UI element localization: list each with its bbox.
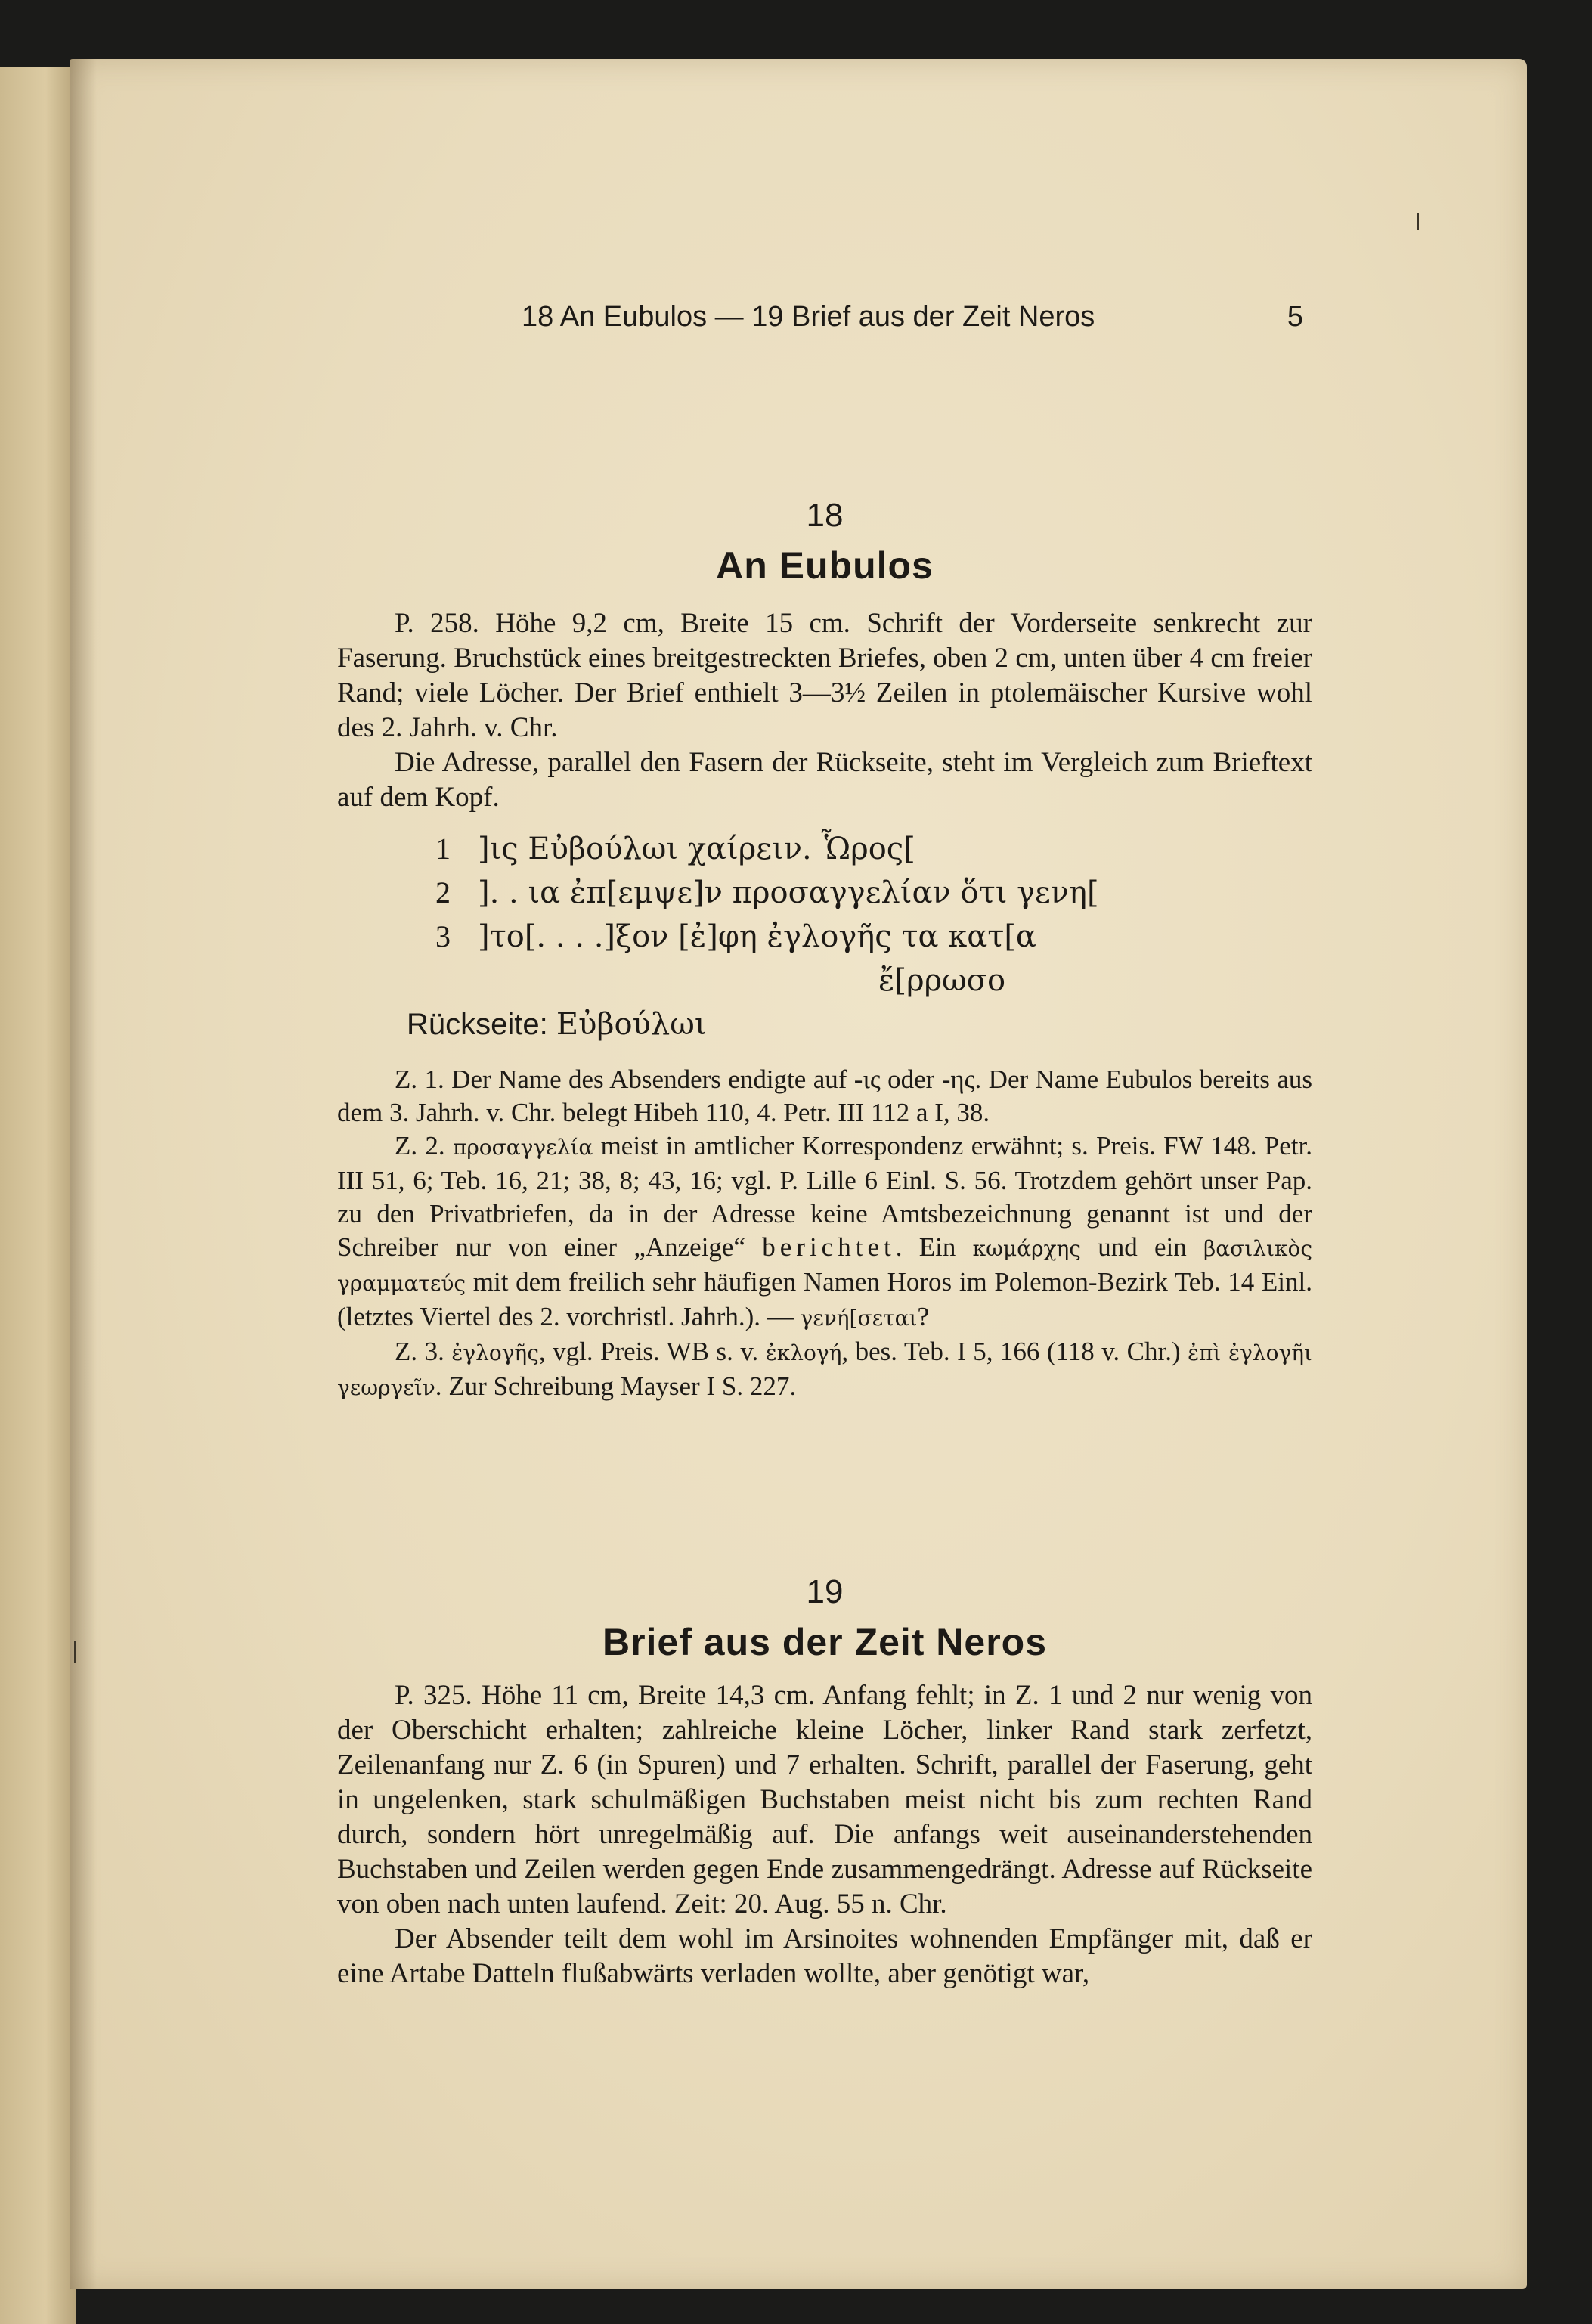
greek-term: προσαγγελία [452,1135,593,1160]
note-text: . Zur Schreibung Mayser I S. 227. [435,1371,797,1401]
left-page-edge [0,67,76,2324]
greek-term: γενή[σεται [800,1306,918,1331]
section-18-intro-2: Die Adresse, parallel den Fasern der Rückseite, steht im Vergleich zum Brieftext auf dem Kopf. [337,747,1312,813]
line-number: 3 [435,919,451,953]
note-line-1: Z. 1. Der Name des Absenders endigte auf -ις oder -ης. Der Name Eubulos bereits aus dem 3. Jahrh. v. Chr. belegt Hibeh 110, 4. Petr. III 112 a I, 38. [337,1064,1312,1127]
section-19-title: Brief aus der Zeit Neros [602,1621,1048,1663]
note-line-3 [337,1335,1312,1405]
papyrus-text [337,827,1312,1054]
section-19-number: 19 [806,1573,844,1610]
running-head-title: 18 An Eubulos — 19 Brief aus der Zeit Neros [522,301,1095,333]
note-text: , vgl. Preis. WB s. v. [538,1337,766,1366]
line-text: ]. . ια ἐπ[εμψε]ν προσαγγελίαν ὅτι γενη[ [478,875,1099,910]
greek-term: ἐγλογῆς [451,1340,539,1365]
section-18-intro-1: P. 258. Höhe 9,2 cm, Breite 15 cm. Schrift der Vorderseite senkrecht zur Faserung. Bruchstück eines breitgestreckten Briefes, oben 2 cm, unten über 4 cm freier Rand; viele Löcher. Der Brief enthielt 3—3½ Zeilen in ptolemäischer Kursive wohl des 2. Jahrh. v. Chr. [337,608,1312,743]
verso-text: Εὐβούλωι [556,1007,707,1042]
text-line [435,871,1099,915]
verso-address [407,1002,707,1046]
section-18 [337,494,1312,1405]
note-text: ? [917,1302,930,1331]
section-19 [337,1571,1312,1991]
margin-mark [74,1641,76,1663]
note-text: . Ein [895,1232,973,1262]
paper-speck [1417,213,1419,230]
line-text: ]το[. . . .]ξον [ἐ]φη ἐγλογῆς τα κατ[α [478,919,1036,954]
verso-label: Rückseite: [407,1008,548,1041]
note-text: mit dem freilich sehr häufigen Namen Horos im Polemon-Bezirk Teb. 14 Einl. (letztes Viertel des 2. vorchristl. Jahrh.). — [337,1267,1312,1331]
book-page [70,59,1527,2289]
note-text: und ein [1080,1232,1204,1262]
note-text: Z. 2. [395,1131,453,1160]
note-text: meist in amtlicher Korrespondenz erwähnt; s. Preis. FW 148. Petr. III 51, 6; Teb. 16, 21; 38, 8; 43, 16; vgl. P. Lille 6 Einl. S. 56. Trotzdem gehört unser Pap. zu den Privatbriefen, da in der Adresse keine Amtsbezeichnung genannt ist und der Schreiber nur von einer „Anzeige“ [337,1131,1312,1262]
note-line-2 [337,1129,1312,1335]
closing-formula: ἔ[ρρωσο [878,963,1006,998]
line-text: ]ις Εὐβούλωι χαίρειν. Ὧρος[ [478,832,915,866]
spaced-term: berichtet [762,1232,896,1262]
greek-term: ἐπὶ ἐγλογῆι γεωργεῖν [337,1340,1312,1400]
greek-term: ἐκλογή [765,1340,842,1365]
text-line [435,915,1036,959]
line-number: 2 [435,875,451,909]
section-18-title: An Eubulos [716,544,934,587]
running-head [337,299,1312,337]
page-number: 5 [1287,301,1303,333]
note-text: , bes. Teb. I 5, 166 (118 v. Chr.) [841,1337,1188,1366]
line-number: 1 [435,832,451,866]
section-19-intro-2: Der Absender teilt dem wohl im Arsinoites wohnenden Empfänger mit, daß er eine Artabe Datteln flußabwärts verladen wollte, aber genötigt war, [337,1923,1312,1989]
section-18-number: 18 [806,497,844,534]
greek-term: κωμάρχης [972,1236,1081,1261]
greek-term: βασιλικὸς γραμματεύς [337,1236,1312,1296]
page-gutter-shadow [70,59,97,2289]
text-line [435,827,915,871]
section-19-intro-1: P. 325. Höhe 11 cm, Breite 14,3 cm. Anfang fehlt; in Z. 1 und 2 nur wenig von der Oberschicht erhalten; zahlreiche kleine Löcher, linker Rand stark zerfetzt, Zeilenanfang nur Z. 6 (in Spuren) und 7 erhalten. Schrift, parallel der Faserung, geht in ungelenken, stark schulmäßigen Buchstaben meist nicht bis zum rechten Rand durch, sondern hört unregelmäßig auf. Die anfangs weit auseinanderstehenden Buchstaben und Zeilen werden gegen Ende zusammengedrängt. Adresse auf Rückseite von oben nach unten laufend. Zeit: 20. Aug. 55 n. Chr. [337,1680,1312,1920]
note-text: Z. 3. [395,1337,452,1366]
